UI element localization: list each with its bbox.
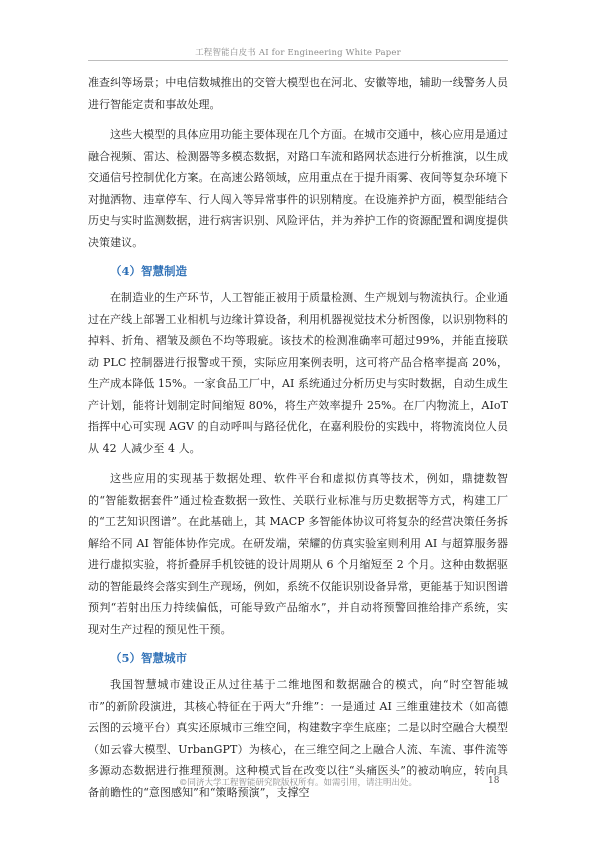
section-heading-smart-manufacturing: （4）智慧制造 (110, 264, 188, 278)
paragraph-traffic-continued: 准查纠等场景；中电信数城推出的交管大模型也在河北、安徽等地，辅助一线警务人员进行智能定责和事故处理。 (88, 76, 508, 111)
page-body (88, 72, 508, 803)
paragraph-manufacturing-technologies: 这些应用的实现基于数据处理、软件平台和虚拟仿真等技术，例如，鼎捷数智的“智能数据套件”通过检查数据一致性、关联行业标准与历史数据等方式，构建工厂的“工艺知识图谱”。在此基础上，其 MACP 多智能体协议可将复杂的经营决策任务拆解给不同 AI 智能体协作完成。在研发端，荣耀的仿真实验室则利用 AI 与超算服务器进行虚拟实验，将折叠屏手机铰链的设计周期从 6 个月缩短至 2 个月。这种由数据驱动的智能最终会落实到生产现场，例如，系统不仅能识别设备异常，更能基于知识图谱预判“若射出压力持续偏低，可能导致产品缩水”，并自动将预警回推给排产系统，实现对生产过程的预见性干预。 (88, 472, 508, 636)
paragraph-traffic-functions: 这些大模型的具体应用功能主要体现在几个方面。在城市交通中，核心应用是通过融合视频、雷达、检测器等多模态数据，对路口车流和路网状态进行分析推演，以生成交通信号控制优化方案。在高速公路领域，应用重点在于提升雨雾、夜间等复杂环境下对抛洒物、违章停车、行人闯入等异常事件的识别精度。在设施养护方面，模型能结合历史与实时监测数据，进行病害识别、风险评估，并为养护工作的资源配置和调度提供决策建议。 (88, 128, 508, 249)
copyright-footer: ©同济大学工程智能研究院版权所有。如需引用，请注明出处。 (178, 778, 417, 788)
paragraph-manufacturing-applications: 在制造业的生产环节，人工智能正被用于质量检测、生产规划与物流执行。企业通过在产线上部署工业相机与边缘计算设备，利用机器视觉技术分析图像，以识别物料的掉料、折角、褶皱及颜色不均等瑕疵。该技术的检测准确率可超过99%，并能直接联动 PLC 控制器进行报警或干预，实际应用案例表明，这可将产品合格率提高 20%，生产成本降低 15%。一家食品工厂中，AI 系统通过分析历史与实时数据，自动生成生产计划，能将计划制定时间缩短 80%，将生产效率提升 25%。在厂内物流上，AIoT 指挥中心可实现 AGV 的自动呼叫与路径优化，在嘉利股份的实践中，将物流岗位人员从 42 人减少至 4 人。 (88, 291, 508, 455)
header-divider (88, 60, 508, 61)
page-number: 18 (488, 776, 500, 786)
section-heading-smart-city: （5）智慧城市 (110, 651, 188, 665)
running-header: 工程智能白皮书 AI for Engineering White Paper (195, 48, 401, 58)
paragraph-smart-city: 我国智慧城市建设正从过往基于二维地图和数据融合的模式，向“时空智能城市”的新阶段演进，其核心特征在于两大“升维”：一是通过 AI 三维重建技术（如高德云图的云境平台）真实还原城市三维空间，构建数字孪生底座；二是以时空融合大模型（如云睿大模型、UrbanGPT）为核心，在三维空间之上融合人流、车流、事件流等多源动态数据进行推理预测。这种模式旨在改变以往“头痛医头”的被动响应，转向具备前瞻性的“意图感知”和“策略预演”，支撑空 (88, 678, 508, 799)
